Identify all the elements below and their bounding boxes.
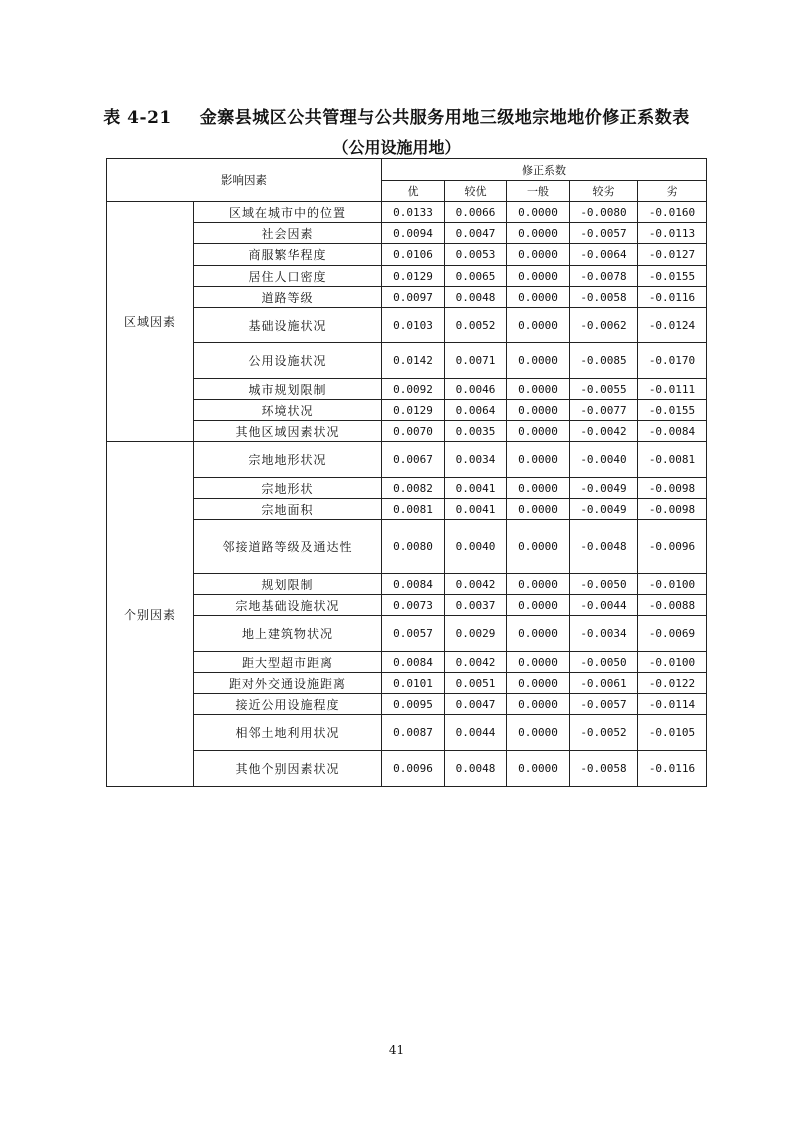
coefficient-value: 0.0094 (382, 223, 445, 244)
coefficient-value: 0.0000 (507, 202, 570, 223)
coefficient-value: 0.0029 (445, 616, 507, 652)
coefficient-value: -0.0098 (638, 499, 707, 520)
coefficient-value: 0.0000 (507, 520, 570, 574)
table-row (107, 499, 707, 520)
page-number: 41 (388, 1043, 405, 1057)
level-header: 劣 (638, 181, 707, 202)
factor-name: 公用设施状况 (194, 343, 382, 379)
coefficient-value: -0.0116 (638, 751, 707, 787)
table-row (107, 223, 707, 244)
level-header: 优 (382, 181, 445, 202)
coefficient-value: 0.0000 (507, 442, 570, 478)
coefficient-value: 0.0057 (382, 616, 445, 652)
coefficient-value: -0.0061 (570, 673, 638, 694)
table-row (107, 715, 707, 751)
coefficient-value: -0.0069 (638, 616, 707, 652)
coefficient-value: 0.0047 (445, 694, 507, 715)
coefficient-value: -0.0049 (570, 478, 638, 499)
factor-name: 相邻土地利用状况 (194, 715, 382, 751)
coefficient-value: 0.0064 (445, 400, 507, 421)
coefficient-value: 0.0053 (445, 244, 507, 266)
coefficient-value: 0.0066 (445, 202, 507, 223)
coefficient-value: -0.0155 (638, 400, 707, 421)
coefficient-value: -0.0160 (638, 202, 707, 223)
influence-factors-header: 影响因素 (107, 159, 382, 202)
factor-name: 商服繁华程度 (194, 244, 382, 266)
factor-name: 社会因素 (194, 223, 382, 244)
coefficient-value: 0.0048 (445, 287, 507, 308)
coefficient-value: 0.0052 (445, 308, 507, 343)
coefficient-value: 0.0000 (507, 574, 570, 595)
coefficient-value: -0.0052 (570, 715, 638, 751)
coefficient-value: 0.0095 (382, 694, 445, 715)
coefficient-value: -0.0098 (638, 478, 707, 499)
coefficient-value: -0.0080 (570, 202, 638, 223)
level-header: 一般 (507, 181, 570, 202)
coefficient-value: -0.0040 (570, 442, 638, 478)
level-header: 较劣 (570, 181, 638, 202)
coefficient-value: 0.0000 (507, 595, 570, 616)
coefficient-value: 0.0129 (382, 400, 445, 421)
coefficient-value: 0.0000 (507, 400, 570, 421)
coefficient-value: -0.0077 (570, 400, 638, 421)
coefficient-value: 0.0000 (507, 673, 570, 694)
table-row (107, 751, 707, 787)
coefficient-value: 0.0000 (507, 343, 570, 379)
table-row (107, 520, 707, 574)
table-row (107, 379, 707, 400)
table-row (107, 266, 707, 287)
factor-name: 居住人口密度 (194, 266, 382, 287)
table-title-text: 金寨县城区公共管理与公共服务用地三级地宗地地价修正系数表 (199, 108, 690, 128)
factor-name: 距大型超市距离 (194, 652, 382, 673)
table-row (107, 287, 707, 308)
coefficient-value: 0.0000 (507, 421, 570, 442)
coefficient-value: 0.0081 (382, 499, 445, 520)
coefficient-value: 0.0142 (382, 343, 445, 379)
coefficient-value: -0.0105 (638, 715, 707, 751)
coefficient-value: 0.0000 (507, 499, 570, 520)
coefficient-value: 0.0042 (445, 652, 507, 673)
factor-group-label: 个别因素 (107, 442, 194, 787)
coefficient-value: 0.0067 (382, 442, 445, 478)
factor-name: 道路等级 (194, 287, 382, 308)
coefficient-value: 0.0092 (382, 379, 445, 400)
coefficient-value: 0.0037 (445, 595, 507, 616)
coefficient-value: -0.0170 (638, 343, 707, 379)
coefficient-value: -0.0049 (570, 499, 638, 520)
coefficient-value: -0.0088 (638, 595, 707, 616)
coefficient-value: 0.0106 (382, 244, 445, 266)
coefficient-value: -0.0127 (638, 244, 707, 266)
factor-name: 城市规划限制 (194, 379, 382, 400)
coefficient-value: 0.0070 (382, 421, 445, 442)
coefficient-value: 0.0042 (445, 574, 507, 595)
factor-name: 宗地形状 (194, 478, 382, 499)
coefficient-value: 0.0000 (507, 694, 570, 715)
factor-name: 宗地面积 (194, 499, 382, 520)
coefficient-value: 0.0044 (445, 715, 507, 751)
coefficient-value: 0.0000 (507, 652, 570, 673)
factor-name: 区域在城市中的位置 (194, 202, 382, 223)
coefficient-value: -0.0085 (570, 343, 638, 379)
coefficient-value: -0.0116 (638, 287, 707, 308)
coefficient-value: -0.0100 (638, 574, 707, 595)
coefficient-value: -0.0114 (638, 694, 707, 715)
table-row (107, 308, 707, 343)
table-subtitle: （公用设施用地） (332, 138, 461, 157)
coefficient-value: 0.0000 (507, 379, 570, 400)
factor-name: 环境状况 (194, 400, 382, 421)
coefficient-value: 0.0000 (507, 244, 570, 266)
coefficient-value: 0.0000 (507, 223, 570, 244)
table-row (107, 595, 707, 616)
coefficient-value: 0.0000 (507, 478, 570, 499)
table-body (107, 202, 707, 787)
table-row (107, 574, 707, 595)
coefficient-value: 0.0000 (507, 266, 570, 287)
coefficient-value: 0.0101 (382, 673, 445, 694)
coefficient-value: 0.0034 (445, 442, 507, 478)
factor-name: 邻接道路等级及通达性 (194, 520, 382, 574)
coefficient-value: 0.0103 (382, 308, 445, 343)
coefficient-value: 0.0097 (382, 287, 445, 308)
factor-name: 宗地基础设施状况 (194, 595, 382, 616)
coefficient-value: 0.0071 (445, 343, 507, 379)
coefficient-value: 0.0000 (507, 715, 570, 751)
coefficient-value: -0.0058 (570, 751, 638, 787)
table-row (107, 421, 707, 442)
coefficient-value: 0.0080 (382, 520, 445, 574)
table-row (107, 694, 707, 715)
factor-name: 其他个别因素状况 (194, 751, 382, 787)
coefficient-value: -0.0064 (570, 244, 638, 266)
table-row (107, 400, 707, 421)
table-row (107, 478, 707, 499)
factor-name: 其他区域因素状况 (194, 421, 382, 442)
coefficient-value: 0.0084 (382, 574, 445, 595)
table-number: 表 4-21 (103, 108, 172, 128)
coefficient-value: 0.0133 (382, 202, 445, 223)
coefficient-value: -0.0057 (570, 694, 638, 715)
coefficient-value: 0.0000 (507, 751, 570, 787)
coefficient-value: -0.0062 (570, 308, 638, 343)
coefficient-value: 0.0000 (507, 616, 570, 652)
coefficient-value: -0.0096 (638, 520, 707, 574)
coefficient-value: -0.0044 (570, 595, 638, 616)
coefficient-value: -0.0057 (570, 223, 638, 244)
coefficient-value: 0.0000 (507, 287, 570, 308)
table-row (107, 442, 707, 478)
coefficient-value: 0.0087 (382, 715, 445, 751)
coefficient-value: -0.0081 (638, 442, 707, 478)
coefficient-header: 修正系数 (382, 159, 707, 181)
coefficient-value: -0.0124 (638, 308, 707, 343)
coefficient-value: 0.0065 (445, 266, 507, 287)
coefficient-value: 0.0048 (445, 751, 507, 787)
correction-coefficient-table (106, 158, 707, 787)
factor-name: 宗地地形状况 (194, 442, 382, 478)
coefficient-value: -0.0058 (570, 287, 638, 308)
coefficient-value: 0.0096 (382, 751, 445, 787)
coefficient-value: 0.0040 (445, 520, 507, 574)
coefficient-value: -0.0122 (638, 673, 707, 694)
level-header: 较优 (445, 181, 507, 202)
coefficient-value: -0.0113 (638, 223, 707, 244)
table-row (107, 343, 707, 379)
coefficient-value: -0.0111 (638, 379, 707, 400)
coefficient-value: 0.0000 (507, 308, 570, 343)
coefficient-value: 0.0035 (445, 421, 507, 442)
factor-name: 规划限制 (194, 574, 382, 595)
coefficient-value: 0.0084 (382, 652, 445, 673)
coefficient-value: 0.0051 (445, 673, 507, 694)
coefficient-value: 0.0041 (445, 499, 507, 520)
factor-group-label: 区域因素 (107, 202, 194, 442)
coefficient-value: -0.0155 (638, 266, 707, 287)
coefficient-value: 0.0041 (445, 478, 507, 499)
coefficient-value: 0.0129 (382, 266, 445, 287)
coefficient-value: 0.0073 (382, 595, 445, 616)
coefficient-value: -0.0084 (638, 421, 707, 442)
factor-name: 地上建筑物状况 (194, 616, 382, 652)
coefficient-value: -0.0050 (570, 574, 638, 595)
table-row (107, 652, 707, 673)
coefficient-value: -0.0050 (570, 652, 638, 673)
coefficient-value: -0.0055 (570, 379, 638, 400)
coefficient-value: 0.0082 (382, 478, 445, 499)
coefficient-value: -0.0100 (638, 652, 707, 673)
table-row (107, 673, 707, 694)
coefficient-value: 0.0047 (445, 223, 507, 244)
coefficient-value: -0.0042 (570, 421, 638, 442)
factor-name: 距对外交通设施距离 (194, 673, 382, 694)
table-row (107, 244, 707, 266)
coefficient-value: -0.0078 (570, 266, 638, 287)
coefficient-value: 0.0046 (445, 379, 507, 400)
coefficient-value: -0.0048 (570, 520, 638, 574)
factor-name: 基础设施状况 (194, 308, 382, 343)
table-row (107, 202, 707, 223)
table-title (0, 103, 793, 128)
coefficient-value: -0.0034 (570, 616, 638, 652)
table-row (107, 616, 707, 652)
factor-name: 接近公用设施程度 (194, 694, 382, 715)
